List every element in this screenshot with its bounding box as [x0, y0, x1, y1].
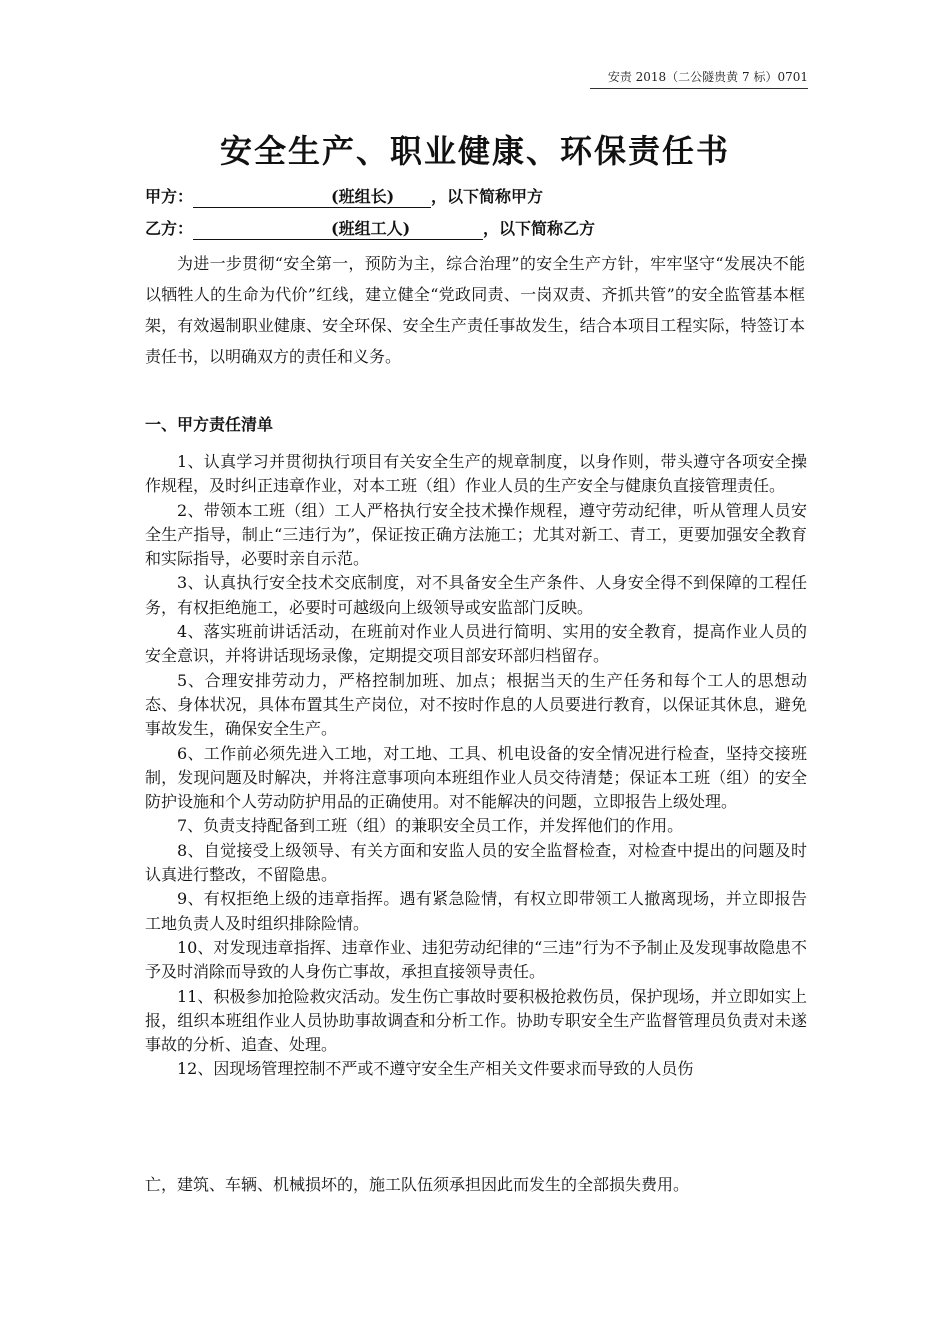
list-item: 6、工作前必须先进入工地，对工地、工具、机电设备的安全情况进行检查，坚持交接班制，发现问题及时解决，并将注意事项向本班组作业人员交待清楚；保证本工班（组）的安全防护设施和个人劳动防护用品的正确使用。对不能解决的问题，立即报告上级处理。 [145, 743, 807, 812]
party-b-line [145, 216, 595, 242]
list-item: 8、自觉接受上级领导、有关方面和安监人员的安全监督检查，对检查中提出的问题及时认真进行整改，不留隐患。 [145, 840, 807, 885]
list-item: 11、积极参加抢险救灾活动。发生伤亡事故时要积极抢救伤员，保护现场，并立即如实上报，组织本班组作业人员协助事故调查和分析工作。协助专职安全生产监督管理员负责对未遂事故的分析、追查、处理。 [145, 986, 807, 1055]
intro-paragraph: 为进一步贯彻“安全第一，预防为主，综合治理”的安全生产方针，牢牢坚守“发展决不能以牺牲人的生命为代价”红线，建立健全“党政同责、一岗双责、齐抓共管”的安全监管基本框架，有效遏制职业健康、安全环保、安全生产责任事故发生，结合本项目工程实际，特签订本责任书，以明确双方的责任和义务。 [145, 254, 805, 366]
page-title: 安全生产、职业健康、环保责任书 [219, 132, 730, 170]
party-b-role: (班组工人) [331, 219, 411, 238]
party-a-line [145, 184, 543, 210]
party-a-label: 甲方： [145, 187, 194, 206]
list-item: 3、认真执行安全技术交底制度，对不具备安全生产条件、人身安全得不到保障的工程任务，有权拒绝施工，必要时可越级向上级领导或安监部门反映。 [145, 573, 807, 617]
list-item: 1、认真学习并贯彻执行项目有关安全生产的规章制度，以身作则，带头遵守各项安全操作规程，及时纠正违章作业，对本工班（组）作业人员的生产安全与健康负直接管理责任。 [145, 452, 807, 496]
document-code: 安责 2018（二公隧贵黄 7 标）0701 [590, 68, 808, 89]
responsibility-list [145, 450, 807, 1082]
list-item: 4、落实班前讲话活动，在班前对作业人员进行简明、实用的安全教育，提高作业人员的安全意识，并将讲话现场录像，定期提交项目部安环部归档留存。 [145, 622, 807, 666]
party-b-blank[interactable] [193, 219, 483, 240]
list-item: 7、负责支持配备到工班（组）的兼职安全员工作，并发挥他们的作用。 [177, 816, 684, 836]
party-b-suffix: ，以下简称乙方 [483, 219, 596, 238]
section-title: 一、甲方责任清单 [145, 415, 274, 434]
list-item: 9、有权拒绝上级的违章指挥。遇有紧急险情，有权立即带领工人撤离现场，并立即报告工地负责人及时组织排除险情。 [145, 889, 807, 933]
party-a-role: (班组长) [331, 187, 395, 206]
list-item: 12、因现场管理控制不严或不遵守安全生产相关文件要求而导致的人员伤 [177, 1059, 694, 1079]
list-item: 2、带领本工班（组）工人严格执行安全技术操作规程，遵守劳动纪律，听从管理人员安全生产指导，制止“三违行为”，保证按正确方法施工；尤其对新工、青工，更要加强安全教育和实际指导，必要时亲自示范。 [145, 500, 807, 569]
list-item: 5、合理安排劳动力，严格控制加班、加点；根据当天的生产任务和每个工人的思想动态、身体状况，具体布置其生产岗位，对不按时作息的人员要进行教育，以保证其休息，避免事故发生，确保安全生产。 [145, 670, 807, 739]
party-b-label: 乙方： [145, 219, 194, 238]
list-item: 10、对发现违章指挥、违章作业、违犯劳动纪律的“三违”行为不予制止及发现事故隐患不予及时消除而导致的人身伤亡事故，承担直接领导责任。 [145, 937, 807, 982]
party-a-suffix: ，以下简称甲方 [431, 187, 544, 206]
item-12-continuation: 亡，建筑、车辆、机械损坏的，施工队伍须承担因此而发生的全部损失费用。 [145, 1175, 690, 1194]
party-a-blank[interactable] [193, 187, 431, 208]
